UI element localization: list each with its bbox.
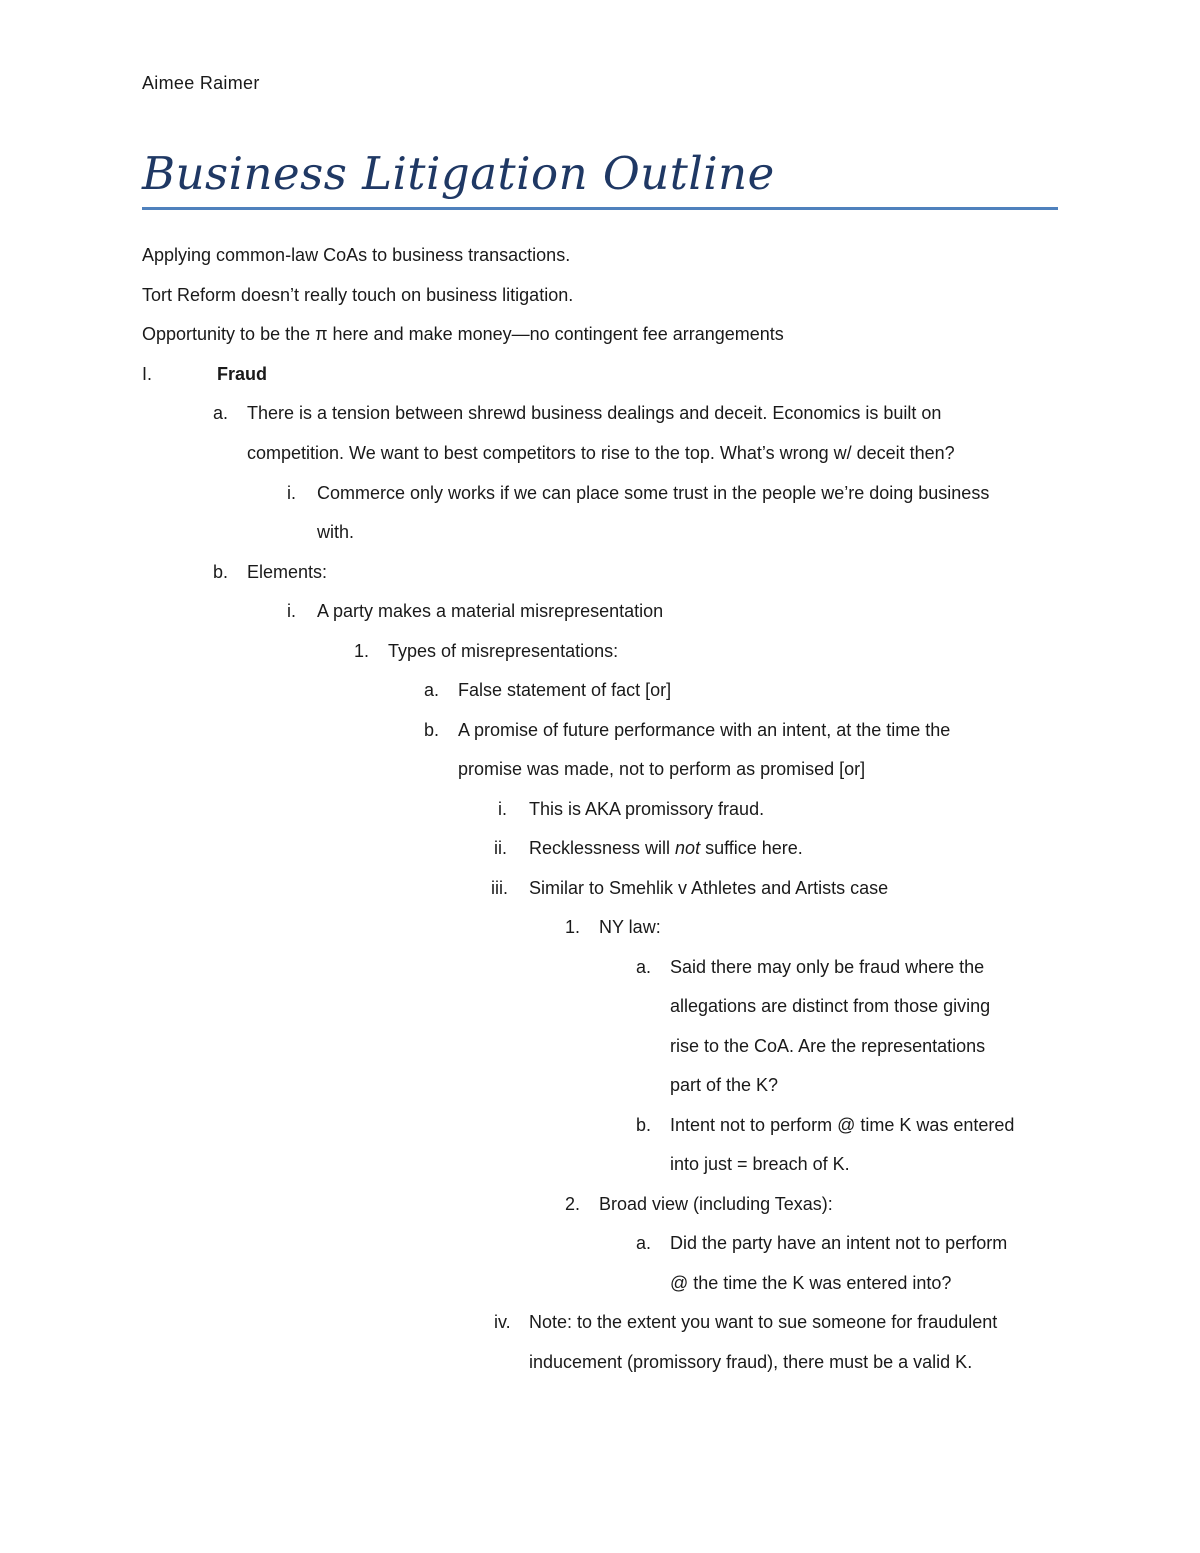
item-iii-1-a-line-2: allegations are distinct from those giving [670, 996, 991, 1016]
author-header: Aimee Raimer [142, 73, 260, 93]
item-iii-1-b-line-1: Intent not to perform @ time K was entered [670, 1115, 1015, 1135]
outline-marker-b-i-1-b: b. [424, 720, 440, 740]
intro-line-3: Opportunity to be the π here and make money—no contingent fee arrangements [142, 324, 784, 344]
document-title: Business Litigation Outline [142, 147, 775, 200]
item-b-i-1-b-iii-text: Similar to Smehlik v Athletes and Artists case [529, 878, 889, 898]
item-a-i-line-2: with. [317, 522, 355, 542]
outline-marker-b-i-1-b-ii: ii. [494, 838, 507, 858]
outline-marker-iii-2: 2. [565, 1194, 581, 1214]
outline-marker-b-i-1-b-iv: iv. [494, 1312, 511, 1332]
outline-marker-I: I. [142, 364, 153, 384]
item-b-i-1-b-i-text: This is AKA promissory fraud. [529, 799, 765, 819]
item-b-i-1-a-text: False statement of fact [or] [458, 680, 672, 700]
intro-line-2: Tort Reform doesn’t really touch on business litigation. [142, 285, 574, 305]
item-iii-2-a-line-2: @ the time the K was entered into? [670, 1273, 952, 1293]
intro-line-1: Applying common-law CoAs to business transactions. [142, 245, 571, 265]
outline-marker-b-i-1-b-iii: iii. [491, 878, 508, 898]
item-b-i-1-b-ii-before: Recklessness will [529, 838, 676, 858]
section-heading-fraud: Fraud [217, 364, 268, 384]
item-iii-2-a-line-1: Did the party have an intent not to perform [670, 1233, 1008, 1253]
item-b-i-1-b-line-2: promise was made, not to perform as promised [or] [458, 759, 866, 779]
item-b-i-text: A party makes a material misrepresentation [317, 601, 664, 621]
item-iii-1-a-line-3: rise to the CoA. Are the representations [670, 1036, 986, 1056]
item-b-i-1-b-ii-text [529, 836, 803, 860]
item-iii-1-a-line-4: part of the K? [670, 1075, 779, 1095]
item-iii-1-a-line-1: Said there may only be fraud where the [670, 957, 985, 977]
item-a-line-2: competition. We want to best competitors to rise to the top. What’s wrong w/ deceit then? [247, 443, 955, 463]
outline-marker-b: b. [213, 562, 229, 582]
item-b-i-1-text: Types of misrepresentations: [388, 641, 619, 661]
title-underline [142, 207, 1058, 210]
outline-marker-iii-1: 1. [565, 917, 581, 937]
item-a-line-1: There is a tension between shrewd business dealings and deceit. Economics is built on [247, 403, 942, 423]
item-iii-1-b-line-2: into just = breach of K. [670, 1154, 850, 1174]
item-b-i-1-b-iv-line-2: inducement (promissory fraud), there must be a valid K. [529, 1352, 973, 1372]
outline-marker-b-i-1-b-i: i. [498, 799, 507, 819]
item-a-i-line-1: Commerce only works if we can place some trust in the people we’re doing business [317, 483, 990, 503]
item-b-i-1-b-ii-italic: not [675, 838, 701, 858]
item-iii-2-text: Broad view (including Texas): [599, 1194, 833, 1214]
outline-marker-a-i: i. [287, 483, 296, 503]
item-b-text: Elements: [247, 562, 328, 582]
outline-marker-iii-2-a: a. [636, 1233, 652, 1253]
outline-marker-b-i-1-a: a. [424, 680, 440, 700]
item-b-i-1-b-ii-after: suffice here. [700, 838, 803, 858]
item-iii-1-text: NY law: [599, 917, 661, 937]
outline-marker-iii-1-b: b. [636, 1115, 652, 1135]
outline-marker-b-i: i. [287, 601, 296, 621]
item-b-i-1-b-line-1: A promise of future performance with an intent, at the time the [458, 720, 951, 740]
outline-marker-b-i-1: 1. [354, 641, 370, 661]
item-b-i-1-b-iv-line-1: Note: to the extent you want to sue someone for fraudulent [529, 1312, 998, 1332]
outline-marker-iii-1-a: a. [636, 957, 652, 977]
outline-marker-a: a. [213, 403, 229, 423]
